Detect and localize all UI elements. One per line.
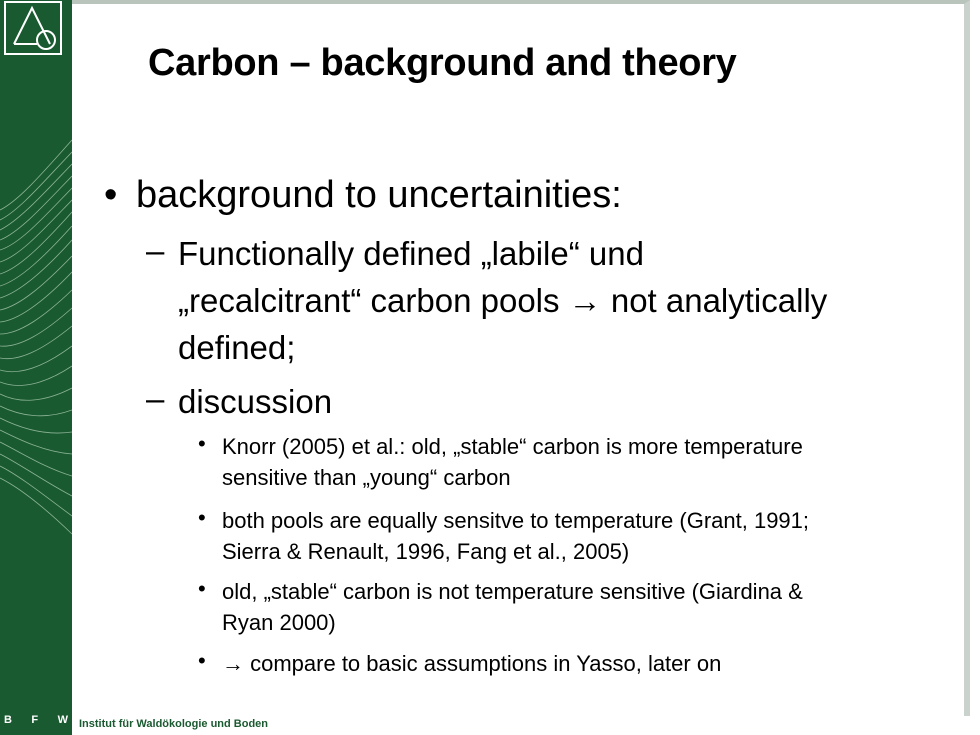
bfw-logo-icon bbox=[0, 0, 72, 77]
discussion-line: Sierra & Renault, 1996, Fang et al., 2005) bbox=[222, 539, 630, 564]
logo-letters bbox=[4, 714, 68, 726]
dash-marker: – bbox=[146, 232, 165, 269]
sub-item-line: defined; bbox=[178, 329, 296, 366]
discussion-line: old, „stable“ carbon is not temperature sensitive (Giardina & bbox=[222, 579, 803, 604]
sub-item-line: discussion bbox=[178, 383, 333, 420]
discussion-line: both pools are equally sensitve to temperature (Grant, 1991; bbox=[222, 508, 810, 533]
sub-item-line: Functionally defined „labile“ und bbox=[178, 235, 644, 272]
dash-marker: – bbox=[146, 380, 165, 417]
sidebar-decoration bbox=[0, 0, 72, 735]
bullet-marker: • bbox=[198, 648, 206, 673]
bullet-marker: • bbox=[104, 174, 118, 216]
bullet-marker: • bbox=[198, 431, 206, 456]
discussion-line: → compare to basic assumptions in Yasso, later on bbox=[222, 651, 722, 676]
logo-letter-f: F bbox=[31, 714, 39, 726]
discussion-line: sensitive than „young“ carbon bbox=[222, 465, 511, 490]
discussion-line: Ryan 2000) bbox=[222, 610, 336, 635]
footer-bar bbox=[72, 716, 980, 735]
wave-lines-graphic bbox=[0, 0, 72, 735]
bullet-marker: • bbox=[198, 505, 206, 530]
logo-letter-b: B bbox=[4, 714, 12, 726]
slide-title: Carbon – background and theory bbox=[148, 42, 737, 84]
bullet-marker: • bbox=[198, 576, 206, 601]
sub-item-line: „recalcitrant“ carbon pools → not analytically bbox=[178, 282, 828, 319]
logo-letter-w: W bbox=[57, 714, 68, 726]
bullet-level1-text: background to uncertainities: bbox=[136, 174, 622, 216]
discussion-line: Knorr (2005) et al.: old, „stable“ carbon is more temperature bbox=[222, 434, 803, 459]
institute-name: Institut für Waldökologie und Boden bbox=[79, 718, 269, 730]
